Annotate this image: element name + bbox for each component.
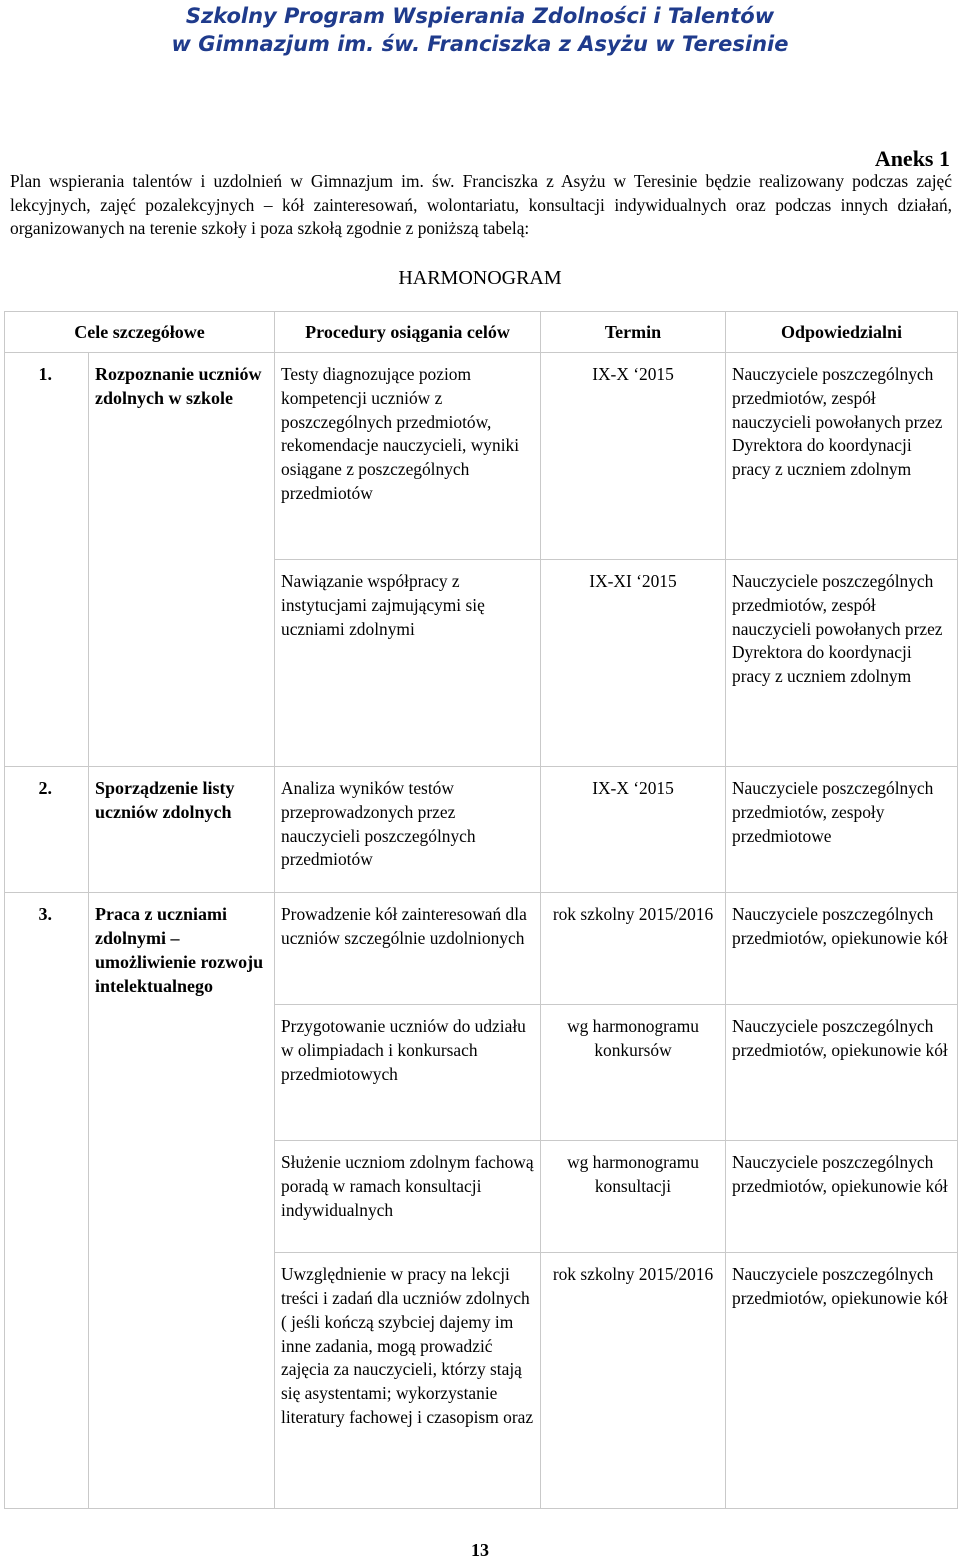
table-row — [5, 893, 958, 1005]
procedure-cell: Przygotowanie uczniów do udziału w olimpiadach i konkursach przedmiotowych — [275, 1005, 541, 1141]
table-row — [5, 767, 958, 893]
procedure-cell: Prowadzenie kół zainteresowań dla uczniów szczególnie uzdolnionych — [275, 893, 541, 1005]
term-cell: IX-XI ‘2015 — [541, 560, 726, 767]
row-number: 2. — [5, 767, 89, 893]
table-row — [5, 353, 958, 560]
header-procedures: Procedury osiągania celów — [275, 312, 541, 353]
term-cell: rok szkolny 2015/2016 — [541, 1253, 726, 1509]
goal-cell: Rozpoznanie uczniów zdolnych w szkole — [89, 353, 275, 767]
goal-cell: Praca z uczniami zdolnymi – umożliwienie rozwoju intelektualnego — [89, 893, 275, 1509]
term-cell: rok szkolny 2015/2016 — [541, 893, 726, 1005]
procedure-cell: Testy diagnozujące poziom kompetencji uczniów z poszczególnych przedmiotów, rekomendacje nauczycieli, wyniki osiągane z poszczególnych przedmiotów — [275, 353, 541, 560]
term-cell: wg harmonogramu konkursów — [541, 1005, 726, 1141]
procedure-cell: Analiza wyników testów przeprowadzonych przez nauczycieli poszczególnych przedmiotów — [275, 767, 541, 893]
header-responsible: Odpowiedzialni — [726, 312, 958, 353]
responsible-cell: Nauczyciele poszczególnych przedmiotów, zespół nauczycieli powołanych przez Dyrektora do koordynacji pracy z uczniem zdolnym — [726, 560, 958, 767]
header-title-line1: Szkolny Program Wspierania Zdolności i Talentów — [185, 4, 775, 28]
row-number: 1. — [5, 353, 89, 767]
goal-cell: Sporządzenie listy uczniów zdolnych — [89, 767, 275, 893]
procedure-cell: Nawiązanie współpracy z instytucjami zajmującymi się uczniami zdolnymi — [275, 560, 541, 767]
document-header — [0, 2, 960, 58]
table-header-row — [5, 312, 958, 353]
harmonogram-heading: HARMONOGRAM — [398, 267, 562, 289]
responsible-cell: Nauczyciele poszczególnych przedmiotów, opiekunowie kół — [726, 1141, 958, 1253]
term-cell: IX-X ‘2015 — [541, 353, 726, 560]
term-cell: wg harmonogramu konsultacji — [541, 1141, 726, 1253]
responsible-cell: Nauczyciele poszczególnych przedmiotów, opiekunowie kół — [726, 1253, 958, 1509]
page-number: 13 — [471, 1540, 489, 1560]
harmonogram-table — [4, 311, 958, 1509]
intro-paragraph: Plan wspierania talentów i uzdolnień w Gimnazjum im. św. Franciszka z Asyżu w Teresinie będzie realizowany podczas zajęć lekcyjnych, zajęć pozalekcyjnych – kół zainteresowań, wolontariatu, konsultacji indywidualnych oraz podczas innych działań, organizowanych na terenie szkoły i poza szkołą zgodnie z poniższą tabelą: — [10, 171, 952, 238]
responsible-cell: Nauczyciele poszczególnych przedmiotów, opiekunowie kół — [726, 893, 958, 1005]
responsible-cell: Nauczyciele poszczególnych przedmiotów, opiekunowie kół — [726, 1005, 958, 1141]
responsible-cell: Nauczyciele poszczególnych przedmiotów, zespół nauczycieli powołanych przez Dyrektora do koordynacji pracy z uczniem zdolnym — [726, 353, 958, 560]
annex-label: Aneks 1 — [874, 146, 950, 171]
responsible-cell: Nauczyciele poszczególnych przedmiotów, zespoły przedmiotowe — [726, 767, 958, 893]
header-goals: Cele szczegółowe — [5, 312, 275, 353]
term-cell: IX-X ‘2015 — [541, 767, 726, 893]
procedure-cell: Służenie uczniom zdolnym fachową poradą w ramach konsultacji indywidualnych — [275, 1141, 541, 1253]
header-title-line2: w Gimnazjum im. św. Franciszka z Asyżu w Teresinie — [171, 32, 789, 56]
header-term: Termin — [541, 312, 726, 353]
procedure-cell: Uwzględnienie w pracy na lekcji treści i zadań dla uczniów zdolnych ( jeśli kończą szybciej dajemy im inne zadania, mogą prowadzić zajęcia za nauczycieli, którzy stają się asystentami; wykorzystanie literatury fachowej i czasopism oraz — [275, 1253, 541, 1509]
row-number: 3. — [5, 893, 89, 1509]
